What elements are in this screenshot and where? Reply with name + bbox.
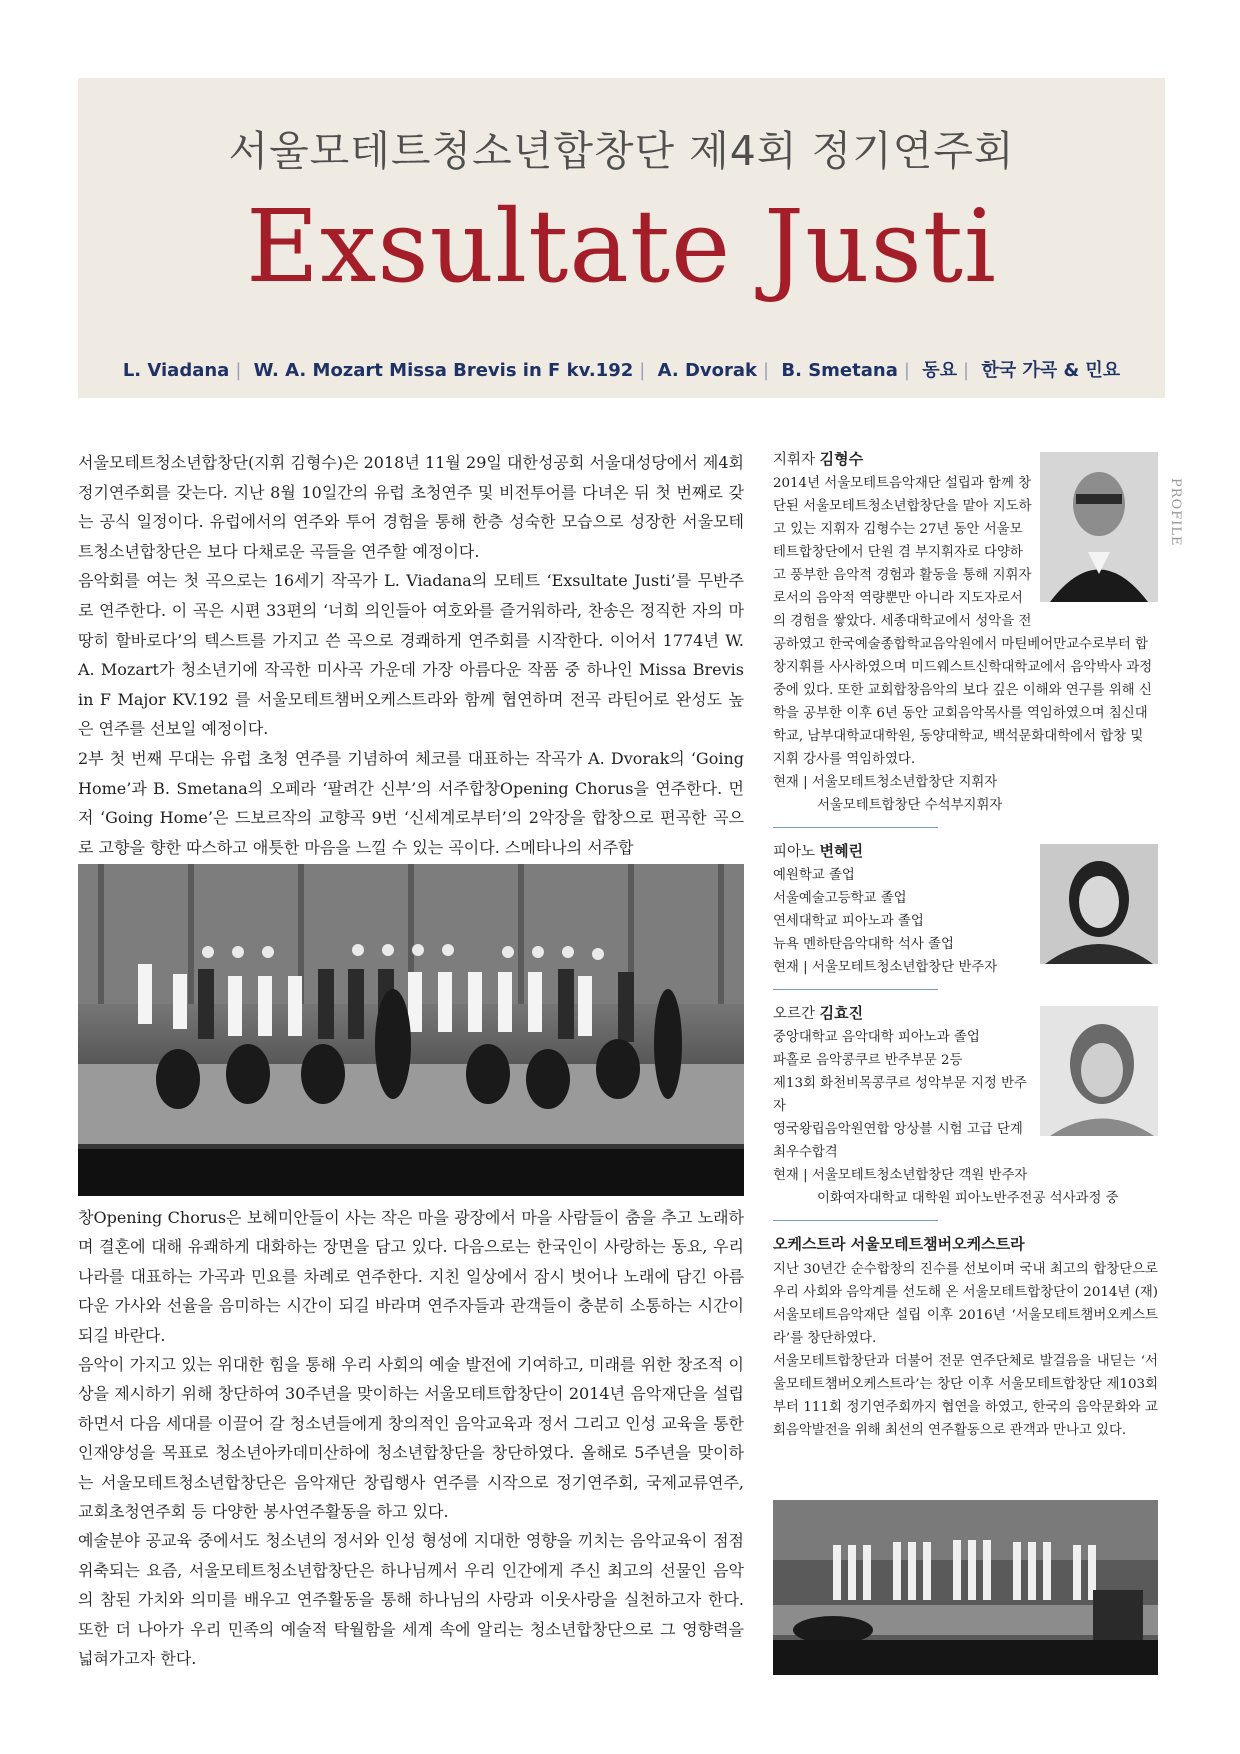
organ-line: 이화여자대학교 대학원 피아노반주전공 석사과정 중 bbox=[817, 1191, 1119, 1206]
repertoire-item: W. A. Mozart Missa Brevis in F kv.192 bbox=[253, 360, 634, 381]
piano-line: 연세대학교 피아노과 졸업 bbox=[773, 914, 924, 929]
conductor-bio: 2014년 서울모테트음악재단 설립과 함께 창단된 서울모테트청소년합창단을 맡아 지도하고 있는 지휘자 김형수는 27년 동안 서울모테트합창단에서 단원 겸 부지휘자로 다양하고 풍부한 음악적 경험과 활동을 통해 지휘자로서의 음악적 역량뿐만 아니라 지도자로서의 경험을 쌓았다. 세종대학교에서 성악을 전공하였고 한국예술종합학교음악원에서 마틴베어만교수로부터 합창지휘를 사사하였으며 미드웨스트신학대학교에서 음악박사 과정 중에 있다. 또한 교회합창음악의 보다 깊은 이해와 연구를 위해 신학을 공부한 이후 6년 동안 교회음악목사를 역임하였으며 침신대학교, 남부대학교대학원, 동양대학교, 백석문화대학에서 합창 및 지휘 강사를 역임하였다. bbox=[773, 476, 1153, 767]
orchestra-title: 오케스트라 서울모테트챔버오케스트라 bbox=[773, 1235, 1025, 1253]
orchestra-profile bbox=[773, 1233, 1158, 1442]
article-paragraph: 음악이 가지고 있는 위대한 힘을 통해 우리 사회의 예술 발전에 기여하고, 미래를 위한 창조적 이상을 제시하기 위해 창단하여 30주년을 맞이하는 서울모테트합창단이 2014년 음악재단을 설립하면서 다음 세대를 이끌어 갈 청소년들에게 창의적인 음악교육과 정서 그리고 인성 교육을 통한 인재양성을 목표로 청소년아카데미산하에 청소년합창단을 창단하였다. 올해로 5주년을 맞이하는 서울모테트청소년합창단은 음악재단 창립행사 연주를 시작으로 정기연주회, 국제교류연주, 교회초청연주회 등 다양한 봉사연주활동을 하고 있다. bbox=[78, 1355, 744, 1522]
conductor-current-2: 서울모테트합창단 수석부지휘자 bbox=[817, 798, 1003, 813]
concert-photo-icon bbox=[78, 864, 744, 1196]
article-body-top bbox=[78, 448, 744, 862]
repertoire-item: A. Dvorak bbox=[657, 360, 758, 381]
piano-line: 서울예술고등학교 졸업 bbox=[773, 891, 907, 906]
article-paragraph: 창Opening Chorus은 보헤미안들이 사는 작은 마을 광장에서 마을 사람들이 춤을 추고 노래하며 결혼에 대해 유쾌하게 대화하는 장면을 담고 있다. 다음으로는 한국인이 사랑하는 동요, 우리나라를 대표하는 가곡과 민요를 차례로 연주한다. 지친 일상에서 잠시 벗어나 노래에 담긴 아름다운 가사와 선율을 음미하는 시간이 되길 바라며 연주자들과 관객들이 충분히 소통하는 시간이 되길 바란다. bbox=[78, 1208, 744, 1345]
profile-divider bbox=[773, 827, 938, 828]
organ-role: 오르간 bbox=[773, 1006, 816, 1022]
repertoire-item: 동요 bbox=[922, 360, 957, 381]
article-paragraph: 음악회를 여는 첫 곡으로는 16세기 작곡가 L. Viadana의 모테트 ‘Exsultate Justi’를 무반주로 연주한다. 이 곡은 시편 33편의 ‘너희 의인들아 여호와를 즐거워하라, 찬송은 정직한 자의 마땅히 할바로다’의 텍스트를 가지고 쓴 곡으로 경쾌하게 연주회를 시작한다. 이어서 1774년 W. A. Mozart가 청소년기에 작곡한 미사곡 가운데 가장 아름다운 작품 중 하나인 Missa Brevis in F Major KV.192 를 서울모테트챔버오케스트라와 함께 협연하며 전곡 라틴어로 완성도 높은 연주를 선보일 예정이다. bbox=[78, 571, 744, 739]
article-paragraph: 서울모테트청소년합창단(지휘 김형수)은 2018년 11월 29일 대한성공회 서울대성당에서 제4회 정기연주회를 갖는다. 지난 8월 10일간의 유럽 초청연주 및 비전투어를 다녀온 뒤 첫 번째로 갖는 공식 일정이다. 유럽에서의 연주와 투어 경험을 통해 한층 성숙한 모습으로 성장한 서울모테트청소년합창단은 보다 다채로운 곡들을 연주할 예정이다. bbox=[78, 453, 744, 561]
conductor-profile bbox=[773, 448, 1158, 817]
article-body-bottom bbox=[78, 1203, 744, 1674]
piano-line: 예원학교 졸업 bbox=[773, 868, 855, 883]
profile-divider bbox=[773, 1220, 938, 1221]
organ-profile bbox=[773, 1002, 1158, 1210]
organ-line: 현재 | 서울모테트청소년합창단 객원 반주자 bbox=[773, 1168, 1028, 1183]
organist-portrait-icon bbox=[1040, 1006, 1158, 1136]
organ-line: 파홀로 음악콩쿠르 반주부문 2등 bbox=[773, 1053, 963, 1068]
conductor-role: 지휘자 bbox=[773, 452, 816, 468]
piano-line: 뉴욕 멘하탄음악대학 석사 졸업 bbox=[773, 937, 954, 952]
repertoire-item: B. Smetana bbox=[781, 360, 898, 381]
pianist-portrait-icon bbox=[1040, 844, 1158, 964]
repertoire-item: 한국 가곡 & 민요 bbox=[981, 360, 1121, 381]
piano-name: 변혜린 bbox=[819, 842, 864, 860]
piano-line: 현재 | 서울모테트청소년합창단 반주자 bbox=[773, 960, 998, 975]
orchestra-paragraph: 지난 30년간 순수합창의 진수를 선보이며 국내 최고의 합창단으로 우리 사회와 음악계를 선도해 온 서울모테트합창단이 2014년 (재)서울모테트음악재단 설립 이후 2016년 ‘서울모테트챔버오케스트라’를 창단하였다. bbox=[773, 1262, 1158, 1346]
profile-section-label: PROFILE bbox=[1168, 478, 1183, 547]
choir-photo-icon bbox=[773, 1500, 1158, 1675]
piano-role: 피아노 bbox=[773, 844, 816, 860]
article-paragraph: 2부 첫 번째 무대는 유럽 초청 연주를 기념하여 체코를 대표하는 작곡가 A. Dvorak의 ‘Going Home’과 B. Smetana의 오페라 ‘팔려간 신부’의 서주합창Opening Chorus을 연주한다. 먼저 ‘Going Home’은 드보르작의 교향곡 9번 ‘신세계로부터’의 2악장을 합창으로 편곡한 곡으로 고향을 향한 따스하고 애틋한 마음을 느낄 수 있는 곡이다. 스메타나의 서주합 bbox=[78, 748, 744, 857]
conductor-portrait-icon bbox=[1040, 452, 1158, 602]
profile-divider bbox=[773, 989, 938, 990]
concert-subtitle: 서울모테트청소년합창단 제4회 정기연주회 bbox=[228, 127, 1015, 175]
organ-name: 김효진 bbox=[819, 1004, 864, 1022]
profile-column bbox=[773, 448, 1158, 1442]
organ-line: 중앙대학교 음악대학 피아노과 졸업 bbox=[773, 1030, 980, 1045]
organ-line: 제13회 화천비목콩쿠르 성악부문 지정 반주자 bbox=[773, 1076, 1027, 1114]
piano-profile bbox=[773, 840, 1158, 979]
concert-title: Exsultate Justi bbox=[245, 188, 998, 305]
conductor-name: 김형수 bbox=[819, 450, 864, 468]
orchestra-paragraph: 서울모테트합창단과 더불어 전문 연주단체로 발걸음을 내딛는 ‘서울모테트챔버오케스트라’는 창단 이후 서울모테트합창단 제103회부터 111회 정기연주회까지 협연을 하였고, 한국의 음악문화와 교회음악발전을 위해 최선의 연주활동으로 관객과 만나고 있다. bbox=[773, 1354, 1158, 1438]
conductor-current-1: 현재 | 서울모테트청소년합창단 지휘자 bbox=[773, 775, 998, 790]
header-banner bbox=[78, 78, 1165, 398]
organ-line: 영국왕립음악원연합 앙상블 시험 고급 단계 최우수합격 bbox=[773, 1122, 1023, 1160]
article-paragraph: 예술분야 공교육 중에서도 청소년의 정서와 인성 형성에 지대한 영향을 끼치는 음악교육이 점점 위축되는 요즘, 서울모테트청소년합창단은 하나님께서 우리 인간에게 주신 최고의 선물인 음악의 참된 가치와 의미를 배우고 연주활동을 통해 하나님의 사랑과 이웃사랑을 실천하고자 한다. 또한 더 나아가 우리 민족의 예술적 탁월함을 세계 속에 알리는 청소년합창단으로 그 영향력을 넓혀가고자 한다. bbox=[78, 1531, 744, 1669]
repertoire-item: L. Viadana bbox=[122, 360, 230, 381]
repertoire-list: L. Viadana | W. A. Mozart Missa Brevis in F kv.192 | A. Dvorak | B. Smetana | 동요 | 한국 가곡 & 민요 bbox=[122, 360, 1121, 381]
